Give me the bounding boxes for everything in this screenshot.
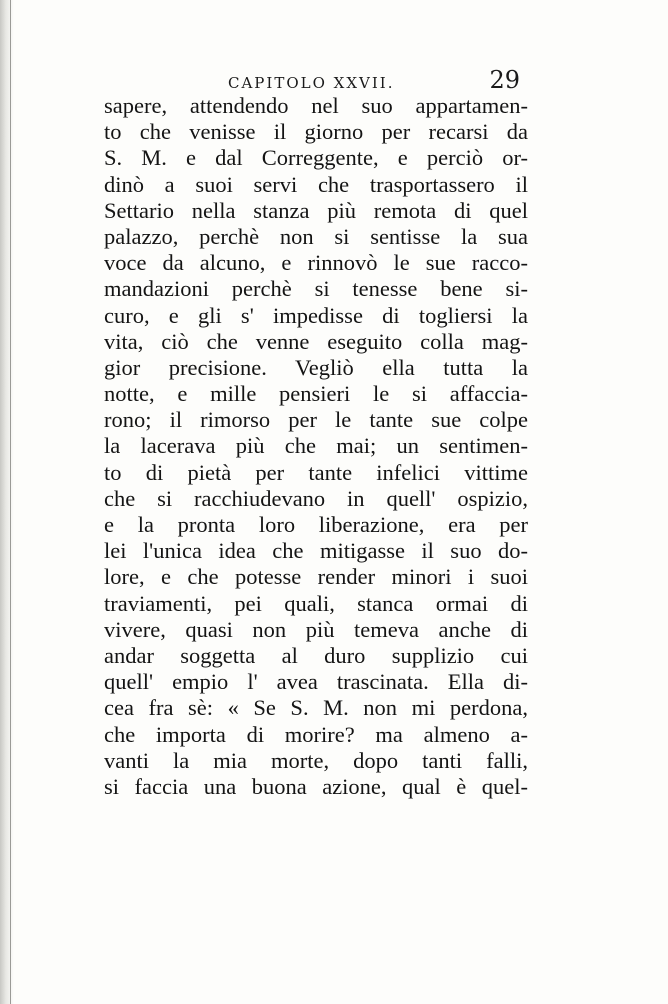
body-text <box>104 93 528 800</box>
running-head: CAPITOLO XXVII. <box>228 74 395 92</box>
text-line: notte, e mille pensieri le si affaccia- <box>104 381 528 407</box>
text-line: Settario nella stanza più remota di quel <box>104 197 528 223</box>
text-line: cea fra sè: « Se S. M. non mi perdona, <box>104 695 528 721</box>
text-line: vivere, quasi non più temeva anche di <box>104 616 528 642</box>
text-line: dinò a suoi servi che trasportassero il <box>104 171 528 197</box>
text-line: andar soggetta al duro supplizio cui <box>104 642 528 668</box>
page-edge-line <box>10 0 11 1004</box>
text-line: lore, e che potesse render minori i suoi <box>104 564 528 590</box>
text-line: lei l'unica idea che mitigasse il suo do- <box>104 538 528 564</box>
page-spine-shadow <box>0 0 14 1004</box>
text-line: voce da alcuno, e rinnovò le sue racco- <box>104 250 528 276</box>
text-line: rono; il rimorso per le tante sue colpe <box>104 407 528 433</box>
text-line: mandazioni perchè si tenesse bene si- <box>104 276 528 302</box>
text-line: traviamenti, pei quali, stanca ormai di <box>104 590 528 616</box>
text-line: to che venisse il giorno per recarsi da <box>104 119 528 145</box>
text-line: curo, e gli s' impedisse di togliersi la <box>104 302 528 328</box>
text-line: la lacerava più che mai; un sentimen- <box>104 433 528 459</box>
text-line: e la pronta loro liberazione, era per <box>104 512 528 537</box>
text-line: to di pietà per tante infelici vittime <box>104 459 528 485</box>
text-line: vita, ciò che venne eseguito colla mag- <box>104 328 528 354</box>
text-line: gior precisione. Vegliò ella tutta la <box>104 354 528 380</box>
text-line: che importa di morire? ma almeno a- <box>104 721 528 747</box>
text-line: si faccia una buona azione, qual è quel- <box>104 773 528 799</box>
text-line: palazzo, perchè non si sentisse la sua <box>104 223 528 249</box>
text-line: sapere, attendendo nel suo appartamen- <box>104 93 528 118</box>
text-line: vanti la mia morte, dopo tanti falli, <box>104 747 528 773</box>
text-line: S. M. e dal Correggente, e perciò or- <box>104 145 528 171</box>
page-number: 29 <box>489 66 520 94</box>
text-line: che si racchiudevano in quell' ospizio, <box>104 485 528 511</box>
text-line: quell' empio l' avea trascinata. Ella di- <box>104 669 528 695</box>
